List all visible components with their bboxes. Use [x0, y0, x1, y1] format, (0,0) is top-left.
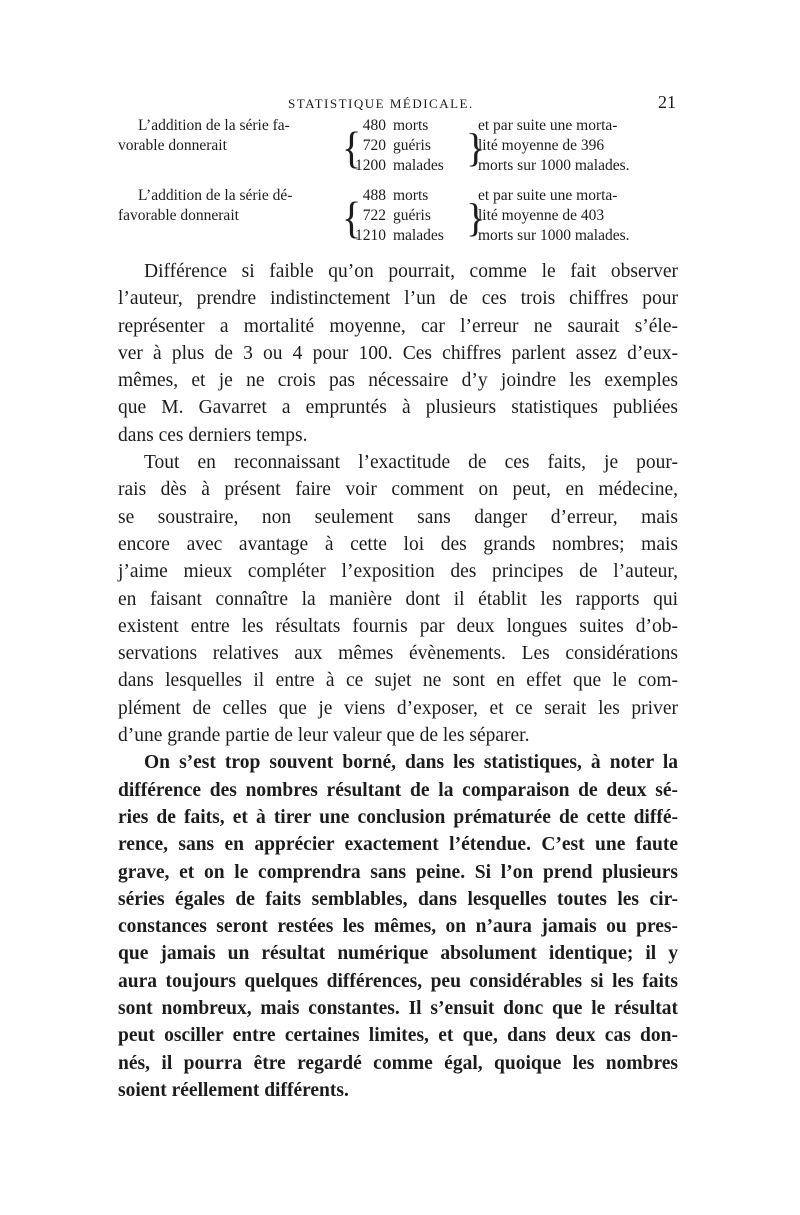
text-line: servations relatives aux mêmes évènements. Les considérations [118, 643, 678, 665]
stat-defavorable-label [118, 186, 343, 226]
text-line: soient réellement différents. [118, 1079, 349, 1101]
text-line: constances seront restées les mêmes, on n’aura jamais ou pres- [118, 916, 678, 938]
text-line: dans lesquelles il entre à ce sujet ne sont en effet que le com- [118, 670, 678, 692]
label-line-2: vorable donnerait [118, 137, 227, 154]
text-line: en faisant connaître la manière dont il établit les rapports qui [118, 588, 678, 610]
stat-favorable-label [118, 116, 343, 156]
stat-defavorable-figures [352, 186, 467, 246]
text-line: rence, sans en apprécier exactement l’étendue. C’est une faute [118, 834, 678, 856]
figure-row-deaths: 488 morts [362, 187, 429, 204]
stat-favorable-block [118, 116, 678, 182]
text-line: On s’est trop souvent borné, dans les statistiques, à noter la [144, 752, 678, 774]
text-line: ver à plus de 3 ou 4 pour 100. Ces chiffres parlent assez d’eux- [118, 342, 678, 364]
text-line: d’une grande partie de leur valeur que de les séparer. [118, 725, 530, 747]
text-line: aura toujours quelques différences, peu considérables si les faits [118, 970, 678, 992]
text-line: que M. Gavarret a empruntés à plusieurs statistiques publiées [118, 397, 678, 419]
text-line: que jamais un résultat numérique absolument identique; il y [118, 943, 678, 965]
label-line-2: favorable donnerait [118, 207, 239, 224]
figure-row-cured: 720 guéris [362, 137, 431, 154]
text-line: dans ces derniers temps. [118, 424, 308, 446]
text-line: l’auteur, prendre indistinctement l’un de ces trois chiffres pour [118, 288, 678, 310]
book-page [118, 92, 678, 1104]
paragraph-2 [118, 449, 678, 749]
left-brace: { [342, 192, 362, 243]
text-line: se soustraire, non seulement sans danger d’erreur, mais [118, 506, 678, 528]
text-line: plément de celles que je viens d’exposer, et ce serait les priver [118, 697, 678, 719]
right-brace: } [466, 195, 486, 240]
page-header [118, 92, 678, 116]
text-line: nés, il pourra être regardé comme égal, quoique les nombres [118, 1052, 678, 1074]
label-line-1: L’addition de la série fa- [138, 117, 290, 134]
stat-defavorable-block [118, 186, 678, 252]
figure-row-patients: 1210 malades [355, 227, 444, 244]
paragraph-1 [118, 258, 678, 449]
page-number: 21 [658, 92, 676, 112]
text-line: rais dès à présent faire voir comment on peut, en médecine, [118, 479, 678, 501]
stat-favorable-conclusion: et par suite une morta- lité moyenne de 396 morts sur 1000 malades. [478, 117, 630, 174]
text-line: Tout en reconnaissant l’exactitude de ces faits, je pour- [144, 452, 678, 474]
text-line: encore avec avantage à cette loi des grands nombres; mais [118, 533, 678, 555]
figure-row-cured: 722 guéris [362, 207, 431, 224]
text-line: différence des nombres résultant de la comparaison de deux sé- [118, 779, 678, 801]
figure-row-patients: 1200 malades [355, 157, 444, 174]
text-line: représenter a mortalité moyenne, car l’erreur ne saurait s’éle- [118, 315, 678, 337]
text-line: mêmes, et je ne crois pas nécessaire d’y joindre les exemples [118, 370, 678, 392]
text-line: peut osciller entre certaines limites, et que, dans deux cas don- [118, 1025, 678, 1047]
running-title: STATISTIQUE MÉDICALE. [288, 96, 474, 111]
stat-favorable-figures [352, 116, 467, 176]
right-brace: } [466, 125, 486, 170]
label-line-1: L’addition de la série dé- [138, 187, 293, 204]
text-line: grave, et on le comprendra sans peine. Si l’on prend plusieurs [118, 861, 678, 883]
text-line: ries de faits, et à tirer une conclusion prématurée de cette diffé- [118, 806, 678, 828]
text-line: Différence si faible qu’on pourrait, comme le fait observer [144, 261, 678, 282]
paragraph-3 [118, 749, 678, 1104]
body-text [118, 258, 678, 1104]
text-line: sont nombreux, mais constantes. Il s’ensuit donc que le résultat [118, 998, 678, 1020]
text-line: j’aime mieux compléter l’exposition des principes de l’auteur, [118, 561, 678, 583]
figure-row-deaths: 480 morts [362, 117, 429, 134]
left-brace: { [342, 122, 362, 173]
text-line: séries égales de faits semblables, dans lesquelles toutes les cir- [118, 888, 678, 910]
stat-defavorable-conclusion: et par suite une morta- lité moyenne de 403 morts sur 1000 malades. [478, 187, 630, 244]
text-line: existent entre les résultats fournis par deux longues suites d’ob- [118, 615, 678, 637]
